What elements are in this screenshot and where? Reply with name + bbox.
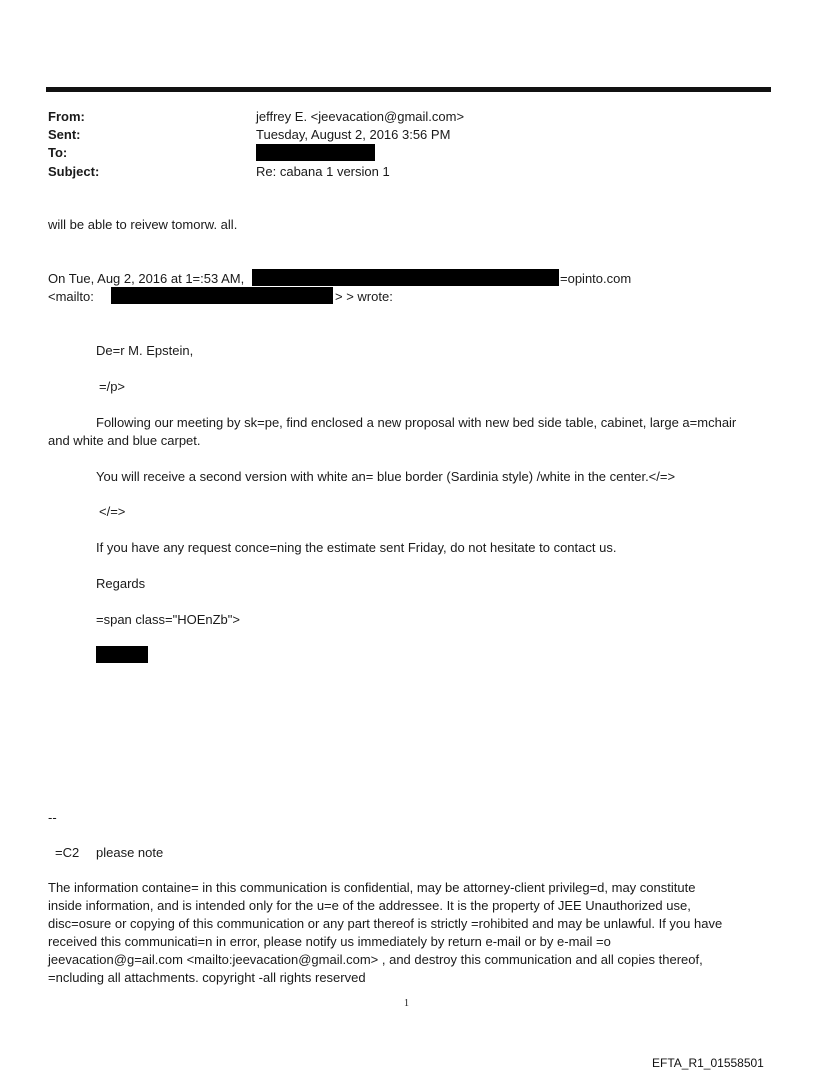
para2: You will receive a second version with white an= blue border (Sardinia style) /white in the center.</=> (96, 469, 676, 484)
quote-intro-domain: =opinto.com (560, 271, 632, 286)
page-number: 1 (404, 998, 409, 1009)
greeting: De=r M. Epstein, (96, 343, 194, 358)
quote-intro-start: On Tue, Aug 2, 2016 at 1=:53 AM, (48, 271, 245, 286)
mailto-redaction (111, 287, 333, 304)
sig-note: please note (96, 845, 164, 860)
sig-c2: =C2 (55, 845, 80, 860)
para1-line2: and white and blue carpet. (48, 433, 201, 448)
quote-wrote: > > wrote: (335, 289, 393, 304)
disclaimer-line: jeevacation@g=ail.com <mailto:jeevacation@gmail.com> , and destroy this communication and all copies thereof, (48, 952, 703, 967)
disclaimer-line: The information containe= in this communication is confidential, may be attorney-client privileg=d, may constitute (48, 880, 696, 895)
tag-close: </=> (99, 504, 126, 519)
disclaimer-line: disc=osure or copying of this communication or any part thereof is strictly =rohibited and may be unlawful. If you have (48, 916, 723, 931)
disclaimer-line: received this communicati=n in error, please notify us immediately by return e-mail or by e-mail =o (48, 934, 611, 949)
sent-value: Tuesday, August 2, 2016 3:56 PM (256, 127, 451, 142)
disclaimer-line: inside information, and is intended only for the u=e of the addressee. It is the property of JEE Unauthorized use, (48, 898, 691, 913)
regards: Regards (96, 576, 146, 591)
sig-dashes: -- (48, 810, 57, 825)
sent-label: Sent: (48, 127, 81, 142)
document-id: EFTA_R1_01558501 (652, 1056, 764, 1070)
header-rule (46, 87, 771, 92)
reply-text: will be able to reivew tomorw. all. (48, 217, 238, 232)
subject-label: Subject: (48, 164, 100, 179)
span-tag: =span class="HOEnZb"> (96, 612, 240, 627)
signature-redaction (96, 646, 148, 663)
para3: If you have any request conce=ning the estimate sent Friday, do not hesitate to contact us. (96, 540, 617, 555)
from-value: jeffrey E. <jeevacation@gmail.com> (256, 109, 465, 124)
tag-p: =/p> (99, 379, 126, 394)
to-label: To: (48, 145, 68, 160)
subject-value: Re: cabana 1 version 1 (256, 164, 390, 179)
to-redaction (256, 144, 375, 161)
para1-line1: Following our meeting by sk=pe, find enclosed a new proposal with new bed side table, cabinet, large a=mchair (96, 415, 737, 430)
quote-mailto: <mailto: (48, 289, 94, 304)
sender-redaction (252, 269, 559, 286)
disclaimer-line: =ncluding all attachments. copyright -all rights reserved (48, 970, 366, 985)
from-label: From: (48, 109, 85, 124)
